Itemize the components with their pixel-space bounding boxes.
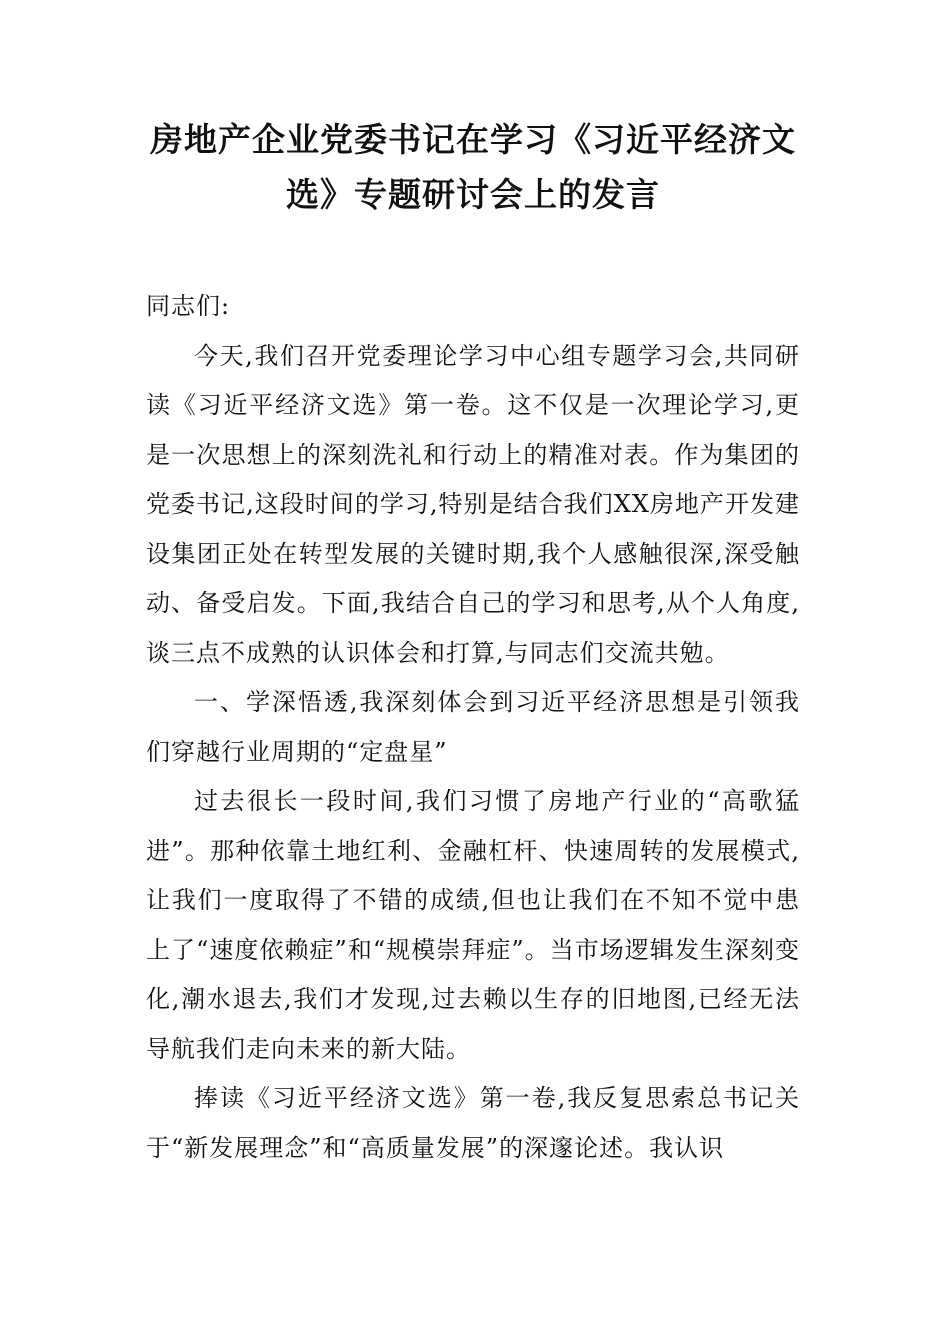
document-title: 房地产企业党委书记在学习《习近平经济文选》专题研讨会上的发言 — [150, 120, 796, 214]
intro-paragraph: 今天,我们召开党委理论学习中心组专题学习会,共同研读《习近平经济文选》第一卷。这不仅是一次理论学习,更是一次思想上的深刻洗礼和行动上的精准对表。作为集团的党委书记,这段时间的学习,特别是结合我们XX房地产开发建设集团正处在转型发展的关键时期,我个人感触很深,深受触动、备受启发。下面,我结合自己的学习和思考,从个人角度,谈三点不成熟的认识体会和打算,与同志们交流共勉。 — [146, 341, 800, 667]
section-heading: 一、学深悟透,我深刻体会到习近平经济思想是引领我们穿越行业周期的“定盘星” — [146, 688, 800, 766]
section-paragraph: 过去很长一段时间,我们习惯了房地产行业的“高歌猛进”。那种依靠土地红利、金融杠杆、快速周转的发展模式,让我们一度取得了不错的成绩,但也让我们在不知不觉中患上了“速度依赖症”和“规模崇拜症”。当市场逻辑发生深刻变化,潮水退去,我们才发现,过去赖以生存的旧地图,已经无法导航我们走向未来的新大陆。 — [146, 787, 800, 1063]
salutation: 同志们: — [146, 292, 231, 320]
document-page — [146, 112, 800, 1173]
section-paragraph: 捧读《习近平经济文选》第一卷,我反复思索总书记关于“新发展理念”和“高质量发展”的深邃论述。我认识 — [146, 1084, 800, 1162]
